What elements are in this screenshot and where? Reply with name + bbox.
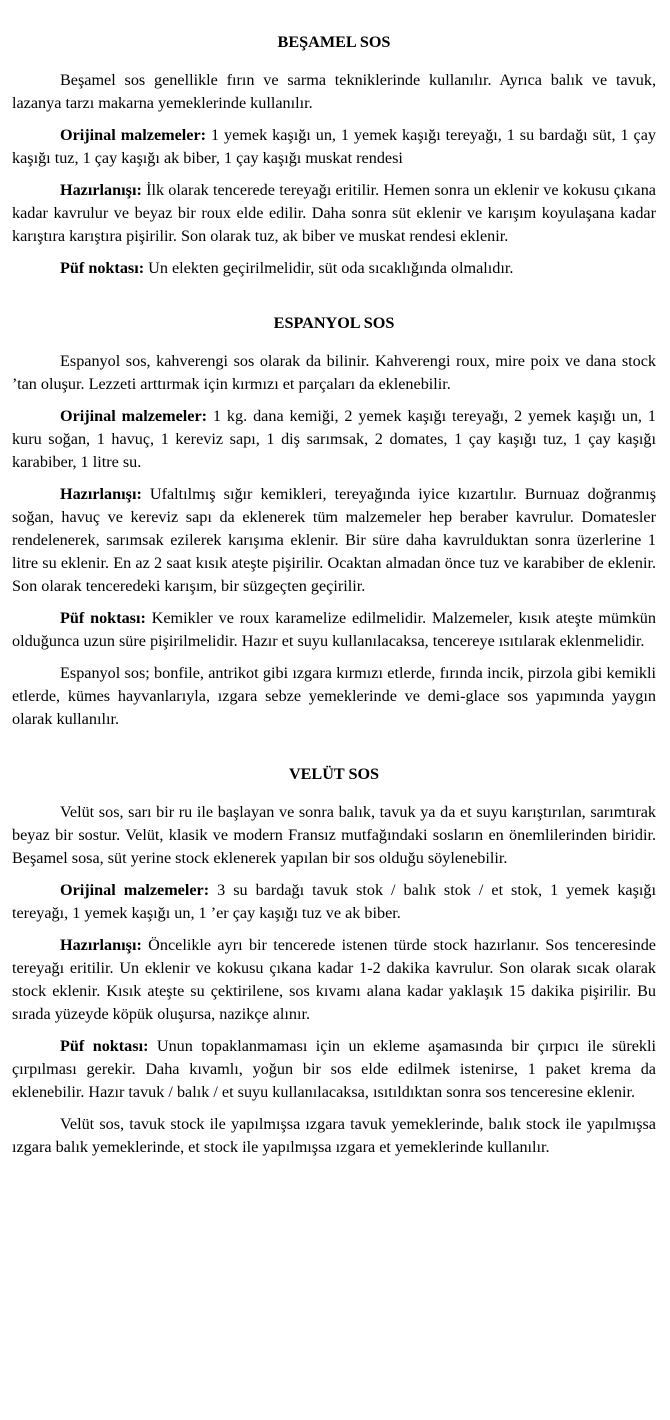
preparation-label: Hazırlanışı: [60, 936, 142, 954]
intro-paragraph: Velüt sos, sarı bir ru ile başlayan ve sonra balık, tavuk ya da et suyu karıştırılan, sarımtırak beyaz bir sostur. Velüt, klasik ve modern Fransız mutfağındaki sosların en önemlilerinden biridir. Beşamel sosa, süt yerine stock eklenerek yapılan bir sos olduğu söylenebilir. [12, 803, 656, 867]
ingredients-text: 3 su bardağı tavuk stok / balık stok / et stok, 1 yemek kaşığı tereyağı, 1 yemek kaşığı un, 1 ’er çay kaşığı tuz ve ak biber. [12, 881, 656, 922]
section-besamel-sos [12, 31, 656, 280]
tip-label: Püf noktası: [60, 259, 145, 277]
ingredients-label: Orijinal malzemeler: [60, 126, 207, 144]
preparation-label: Hazırlanışı: [60, 485, 142, 503]
tip-label: Püf noktası: [60, 609, 146, 627]
section-title: ESPANYOL SOS [273, 314, 395, 332]
tip-text: Un elekten geçirilmelidir, süt oda sıcaklığında olmalıdır. [144, 259, 514, 277]
intro-paragraph: Beşamel sos genellikle fırın ve sarma tekniklerinde kullanılır. Ayrıca balık ve tavuk, lazanya tarzı makarna yemeklerinde kullanılır. [12, 71, 656, 112]
ingredients-paragraph [12, 405, 656, 474]
section-espanyol-sos [12, 312, 656, 731]
ingredients-paragraph [12, 879, 656, 925]
section-title: BEŞAMEL SOS [277, 33, 391, 51]
usage-paragraph: Espanyol sos; bonfile, antrikot gibi ızgara kırmızı etlerde, fırında incik, pirzola gibi kemikli etlerde, kümes hayvanlarıyla, ızgara sebze yemeklerinde ve demi-glace sos yapımında yaygın olarak kullanılır. [12, 664, 656, 728]
section-velut-sos [12, 763, 656, 1159]
tip-paragraph [12, 257, 656, 280]
ingredients-text: 1 yemek kaşığı un, 1 yemek kaşığı tereyağı, 1 su bardağı süt, 1 çay kaşığı tuz, 1 çay kaşığı ak biber, 1 çay kaşığı muskat rendesi [12, 126, 656, 167]
preparation-paragraph [12, 179, 656, 248]
preparation-text: Ufaltılmış sığır kemikleri, tereyağında iyice kızartılır. Burnuaz doğranmış soğan, havuç ve kereviz sapı da eklenerek tüm malzemeler hep beraber kavrulur. Domatesler rendelenerek, sarımsak ezilerek karışıma eklenir. Bir süre daha kavrulduktan sonra üzerlerine 1 litre su eklenir. En az 2 saat kısık ateşte pişirilir. Ocaktan almadan önce tuz ve karabiber de eklenir. Son olarak tenceredeki karışım, bir süzgeçten geçirilir. [12, 485, 656, 595]
tip-text: Unun topaklanmaması için un ekleme aşamasında bir çırpıcı ile sürekli çırpılması gerekir. Daha kıvamlı, yoğun bir sos elde edilmek istenirse, 1 paket krema da eklenebilir. Hazır tavuk / balık / et suyu kullanılacaksa, ısıtıldıktan sonra sos tenceresine eklenir. [12, 1037, 656, 1101]
tip-label: Püf noktası: [60, 1037, 149, 1055]
ingredients-label: Orijinal malzemeler: [60, 881, 210, 899]
preparation-paragraph [12, 934, 656, 1026]
ingredients-paragraph [12, 124, 656, 170]
preparation-label: Hazırlanışı: [60, 181, 142, 199]
preparation-text: İlk olarak tencerede tereyağı eritilir. Hemen sonra un eklenir ve kokusu çıkana kadar kavrulur ve beyaz bir roux elde edilir. Daha sonra süt eklenir ve karışım koyulaşana kadar karıştıra karıştıra pişirilir. Son olarak tuz, ak biber ve muskat rendesi eklenir. [12, 181, 656, 245]
tip-paragraph [12, 1035, 656, 1104]
intro-paragraph: Espanyol sos, kahverengi sos olarak da bilinir. Kahverengi roux, mire poix ve dana stock ’tan oluşur. Lezzeti arttırmak için kırmızı et parçaları da eklenebilir. [12, 352, 656, 393]
tip-paragraph [12, 607, 656, 653]
preparation-paragraph [12, 483, 656, 598]
ingredients-text: 1 kg. dana kemiği, 2 yemek kaşığı tereyağı, 2 yemek kaşığı un, 1 kuru soğan, 1 havuç, 1 kereviz sapı, 1 diş sarımsak, 2 domates, 1 çay kaşığı tuz, 1 çay kaşığı karabiber, 1 litre su. [12, 407, 656, 471]
ingredients-label: Orijinal malzemeler: [60, 407, 208, 425]
section-title: VELÜT SOS [288, 765, 380, 783]
preparation-text: Öncelikle ayrı bir tencerede istenen türde stock hazırlanır. Sos tenceresinde tereyağı eritilir. Un eklenir ve kokusu çıkana kadar 1-2 dakika kavrulur. Son olarak sıcak olarak stock eklenir. Kısık ateşte su çektirilene, sos kıvamı alana kadar yaklaşık 15 dakika pişirilir. Bu sırada yüzeyde köpük oluşursa, nazikçe alınır. [12, 936, 656, 1023]
tip-text: Kemikler ve roux karamelize edilmelidir. Malzemeler, kısık ateşte mümkün olduğunca uzun süre pişirilmelidir. Hazır et suyu kullanılacaksa, tencereye ısıtılarak eklenmelidir. [12, 609, 656, 650]
usage-paragraph: Velüt sos, tavuk stock ile yapılmışsa ızgara tavuk yemeklerinde, balık stock ile yapılmışsa ızgara balık yemeklerinde, et stock ile yapılmışsa ızgara et yemeklerinde kullanılır. [12, 1115, 656, 1156]
